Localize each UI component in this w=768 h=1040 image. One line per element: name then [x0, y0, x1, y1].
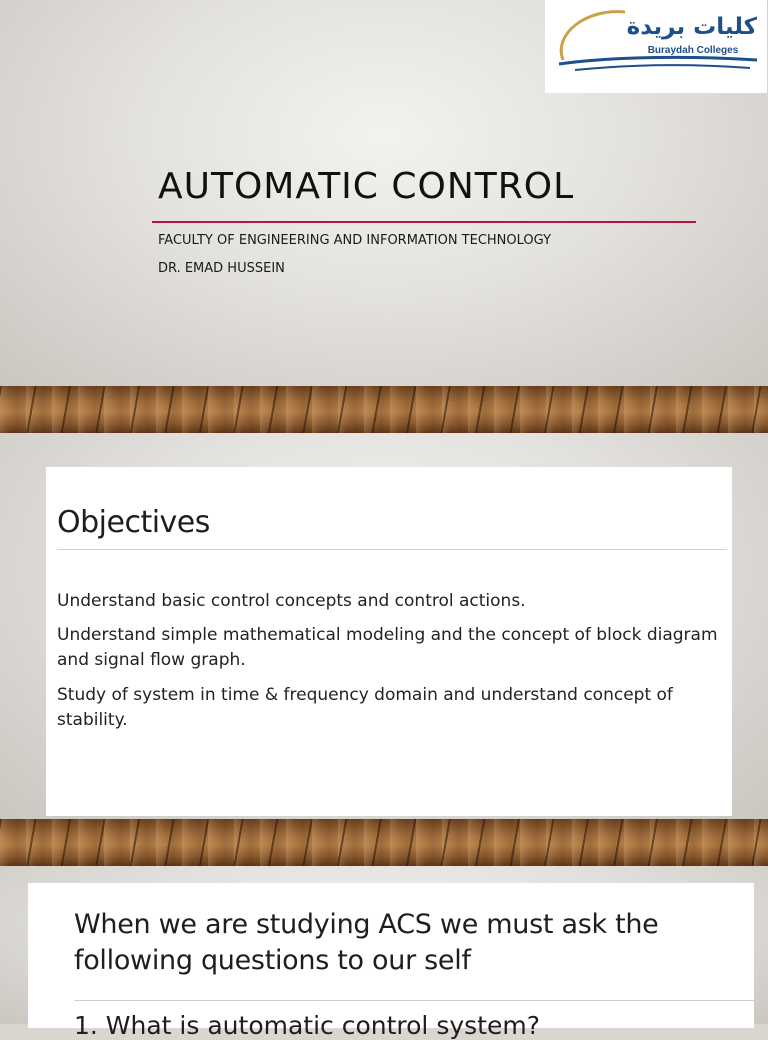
- logo-english-text: Buraydah Colleges: [647, 45, 739, 56]
- title-slide: [0, 0, 768, 386]
- objectives-card: [46, 467, 732, 816]
- heading-divider: [74, 1000, 754, 1001]
- objectives-slide: [0, 433, 768, 819]
- logo-arabic-text: كليات بريدة: [626, 14, 757, 40]
- wood-floor-divider: [0, 386, 768, 433]
- wood-floor-divider: [0, 819, 768, 866]
- objective-item: Understand basic control concepts and control actions.: [57, 591, 526, 611]
- heading-divider: [57, 549, 727, 550]
- questions-card: [28, 883, 754, 1040]
- buraydah-colleges-logo: [545, 0, 767, 93]
- objective-item: Understand simple mathematical modeling and the concept of block diagram and signal flow graph.: [57, 625, 718, 670]
- questions-heading: When we are studying ACS we must ask the following questions to our self: [74, 909, 659, 976]
- objectives-heading: Objectives: [57, 505, 210, 540]
- questions-slide: [0, 866, 768, 1040]
- author-subtitle: DR. EMAD HUSSEIN: [158, 261, 285, 276]
- presentation-title: AUTOMATIC CONTROL: [158, 166, 575, 207]
- faculty-subtitle: FACULTY OF ENGINEERING AND INFORMATION TECHNOLOGY: [158, 233, 552, 248]
- question-item: 1. What is automatic control system?: [74, 1011, 540, 1040]
- objective-item: Study of system in time & frequency domain and understand concept of stability.: [57, 685, 673, 730]
- title-divider: [152, 221, 696, 223]
